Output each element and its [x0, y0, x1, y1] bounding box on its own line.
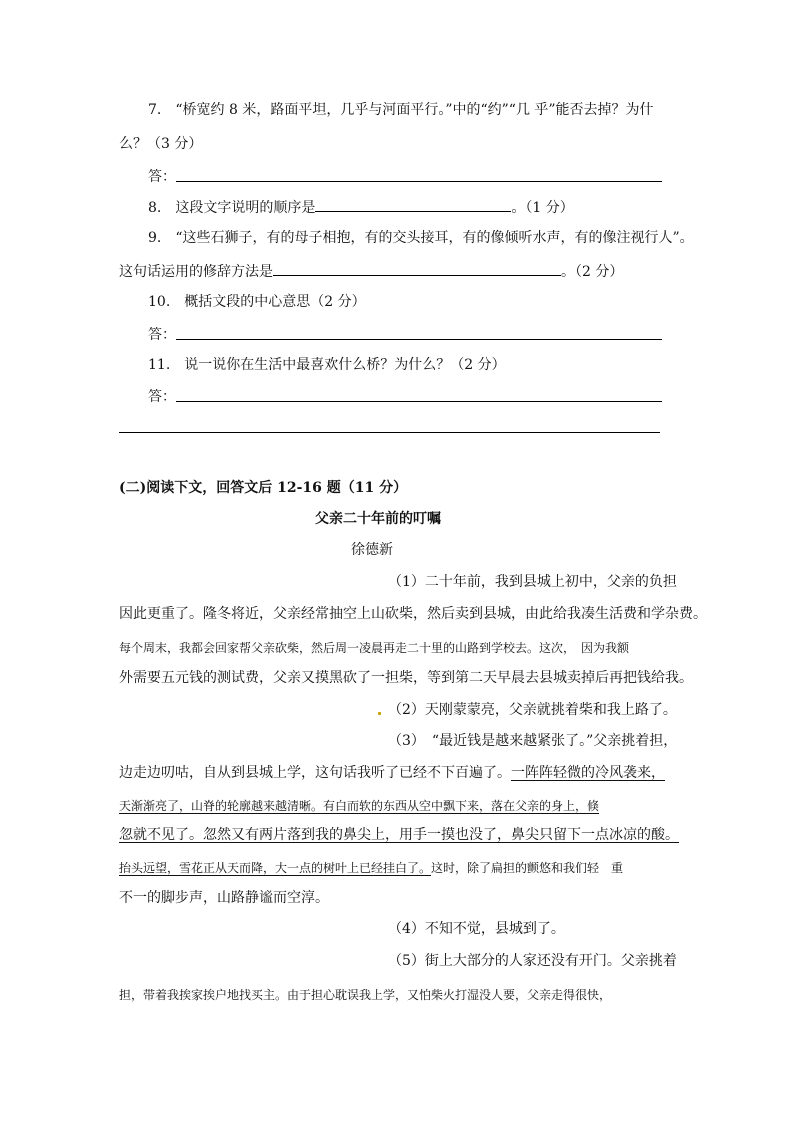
question-7-answer-label: 答： — [148, 169, 176, 185]
paragraph-3-underlined-line3: 天渐渐亮了，山脊的轮廓越来越清晰。有白而软的东西从空中飘下来，落在父亲的身上，倏 — [119, 799, 600, 813]
question-10-answer-label: 答： — [148, 327, 176, 343]
question-10: 10. 概括文段的中心意思（2 分） — [148, 294, 366, 310]
question-8-blank[interactable] — [315, 197, 511, 212]
question-9-blank[interactable] — [273, 261, 561, 276]
paragraph-1-line3: 每个周末，我都会回家帮父亲砍柴，然后周一凌晨再走二十里的山路到学校去。这次， 因为我额 — [119, 641, 630, 655]
paragraph-3-underlined-start: 一阵阵轻微的冷风袭来， — [511, 765, 665, 781]
passage-author: 徐德新 — [351, 542, 393, 558]
question-7-line2: 么？（3 分） — [119, 136, 203, 152]
section-heading: (二)阅读下文，回答文后 12-16 题（11 分） — [119, 480, 408, 496]
paragraph-5-line1: （5）街上大部分的人家还没有开门。父亲挑着 — [388, 953, 677, 969]
paragraph-4: （4）不知不觉，县城到了。 — [388, 921, 565, 937]
paragraph-1-line2: 因此更重了。隆冬将近，父亲经常抽空上山砍柴，然后卖到县城，由此给我凑生活费和学杂费。 — [119, 606, 707, 622]
paragraph-3-underlined-line4: 忽就不见了。忽然又有两片落到我的鼻尖上，用手一摸也没了，鼻尖只留下一点冰凉的酸。 — [119, 827, 679, 843]
question-8-text: 8. 这段文字说明的顺序是 — [148, 200, 316, 216]
question-11-answer-line-2[interactable] — [119, 432, 660, 433]
paragraph-1-line1: （1）二十年前，我到县城上初中，父亲的负担 — [388, 574, 677, 590]
paragraph-3-underlined-end: 抬头远望，雪花正从天而降，大一点的树叶上已经挂白了。 — [119, 861, 432, 875]
paragraph-3-line1: （3） “最近钱是越来越紧张了。”父亲挑着担， — [388, 733, 678, 749]
paragraph-1-line4: 外需要五元钱的测试费，父亲又摸黑砍了一担柴，等到第二天早晨去县城卖掉后再把钱给我。 — [119, 670, 693, 686]
passage-title: 父亲二十年前的叮嘱 — [315, 511, 441, 527]
paragraph-3-line2-text: 边走边叨咕，自从到县城上学，这句话我听了已经不下百遍了。 — [119, 765, 511, 781]
paragraph-3-line2 — [119, 764, 665, 782]
question-9-line2 — [119, 261, 623, 281]
paragraph-3-line6: 不一的脚步声，山路静谧而空淳。 — [119, 890, 329, 906]
paragraph-3-line5 — [119, 859, 623, 877]
question-8-score: 。（1 分） — [511, 200, 574, 216]
question-11-answer-line[interactable] — [176, 401, 662, 402]
paragraph-5-line2: 担，带着我挨家挨户地找买主。由于担心耽误我上学，又怕柴火打湿没人要，父亲走得很快， — [119, 988, 612, 1002]
paragraph-3-line5-text: 这时，除了扁担的颤悠和我们轻 重 — [431, 861, 624, 875]
question-7-answer-line[interactable] — [176, 181, 662, 182]
question-9-text: 这句话运用的修辞方法是 — [119, 264, 273, 280]
stray-mark — [378, 712, 381, 715]
question-8 — [148, 197, 574, 217]
question-7-line1: 7. “桥宽约 8 米，路面平坦，几乎与河面平行。”中的“约”“几 乎”能否去掉？为什 — [148, 102, 654, 118]
paragraph-2: （2）天刚蒙蒙亮，父亲就挑着柴和我上路了。 — [388, 702, 677, 718]
question-10-answer-line[interactable] — [176, 339, 662, 340]
question-9-score: 。（2 分） — [561, 264, 624, 280]
question-11: 11. 说一说你在生活中最喜欢什么桥？为什么？（2 分） — [148, 357, 506, 373]
question-9-line1: 9. “这些石狮子，有的母子相抱，有的交头接耳，有的像倾听水声，有的像注视行人”。 — [148, 230, 694, 246]
question-11-answer-label: 答： — [148, 389, 176, 405]
